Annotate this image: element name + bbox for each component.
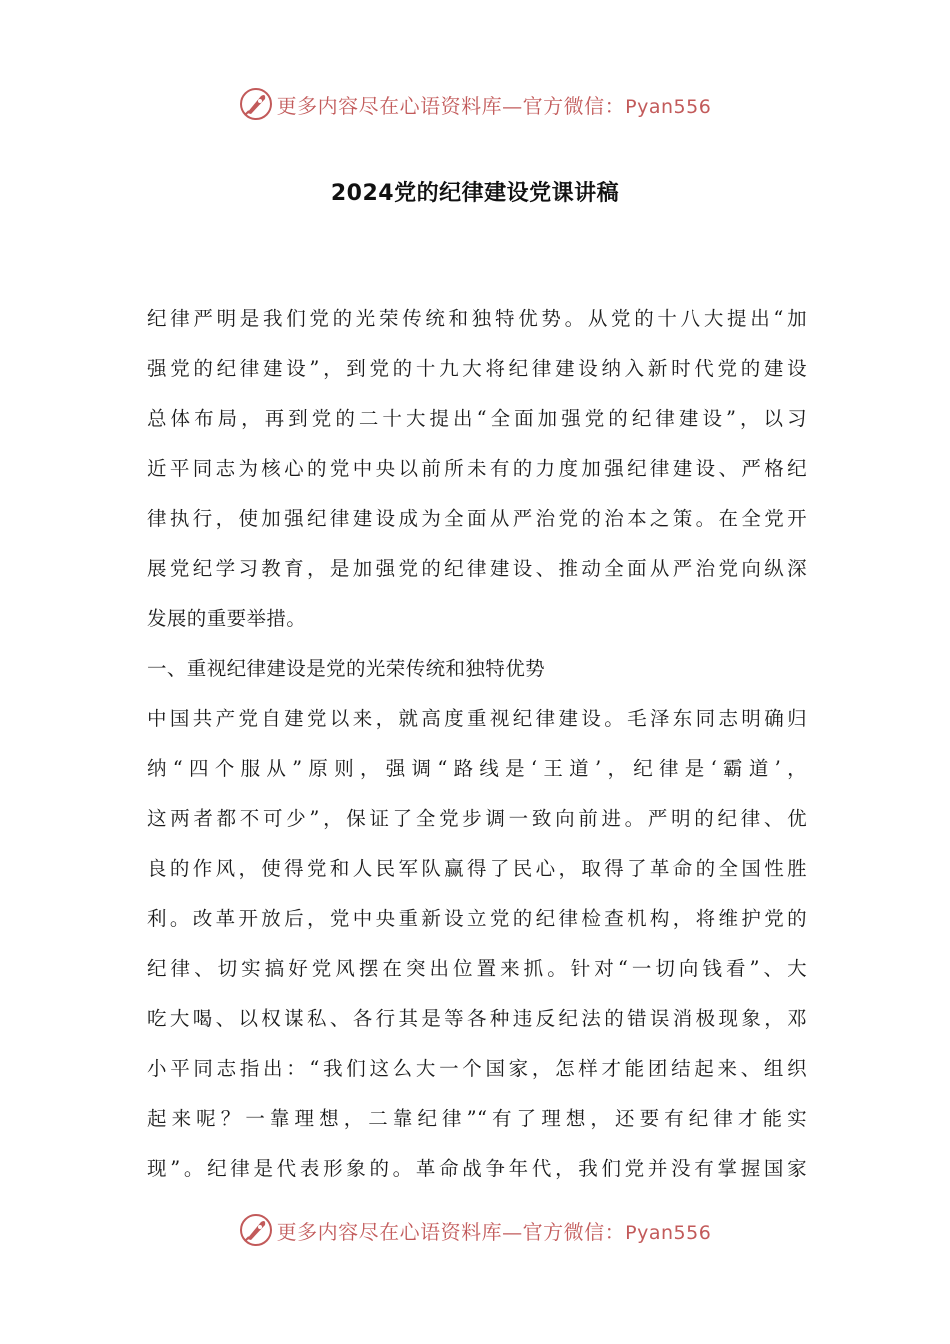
- watermark-wechat-id: Pyan556: [625, 1221, 712, 1244]
- header-watermark: [0, 84, 950, 124]
- text-line: 中国共产党自建党以来，就高度重视纪律建设。毛泽东同志明确归: [147, 707, 807, 730]
- quill-pen-logo-icon: [239, 1213, 273, 1247]
- text-line: 律执行，使加强纪律建设成为全面从严治党的治本之策。在全党开: [147, 507, 807, 530]
- text-line: 这两者都不可少”，保证了全党步调一致向前进。严明的纪律、优: [147, 807, 807, 830]
- section-heading: 一、重视纪律建设是党的光荣传统和独特优势: [147, 657, 546, 680]
- text-line: 现”。纪律是代表形象的。革命战争年代，我们党并没有掌握国家: [147, 1157, 807, 1180]
- document-body: [147, 294, 807, 1194]
- text-line: 小平同志指出：“我们这么大一个国家，怎样才能团结起来、组织: [147, 1057, 807, 1080]
- watermark-wechat-id: Pyan556: [625, 95, 712, 118]
- text-line: 纪律严明是我们党的光荣传统和独特优势。从党的十八大提出“加: [147, 307, 807, 330]
- text-line: 强党的纪律建设”，到党的十九大将纪律建设纳入新时代党的建设: [147, 357, 807, 380]
- text-line: 发展的重要举措。: [147, 607, 307, 630]
- text-line: 吃大喝、以权谋私、各行其是等各种违反纪法的错误消极现象，邓: [147, 1007, 807, 1030]
- watermark-text-cn: 更多内容尽在心语资料库—官方微信：: [276, 93, 626, 118]
- text-line: 利。改革开放后，党中央重新设立党的纪律检查机构，将维护党的: [147, 907, 807, 930]
- text-line: 近平同志为核心的党中央以前所未有的力度加强纪律建设、严格纪: [147, 457, 807, 480]
- text-line: 纳“四个服从”原则，强调“路线是‘王道’，纪律是‘霸道’，: [147, 757, 807, 780]
- text-line: 良的作风，使得党和人民军队赢得了民心，取得了革命的全国性胜: [147, 857, 807, 880]
- text-line: 展党纪学习教育，是加强党的纪律建设、推动全面从严治党向纵深: [147, 557, 807, 580]
- watermark-text: [277, 1216, 712, 1245]
- watermark-text-cn: 更多内容尽在心语资料库—官方微信：: [276, 1219, 626, 1244]
- text-line: 纪律、切实搞好党风摆在突出位置来抓。针对“一切向钱看”、大: [147, 957, 807, 980]
- quill-pen-logo-icon: [239, 87, 273, 121]
- footer-watermark: [0, 1210, 950, 1250]
- text-line: 总体布局，再到党的二十大提出“全面加强党的纪律建设”，以习: [147, 407, 807, 430]
- document-title: 2024党的纪律建设党课讲稿: [330, 181, 620, 206]
- watermark-text: [277, 90, 712, 119]
- text-line: 起来呢？一靠理想，二靠纪律”“有了理想，还要有纪律才能实: [147, 1107, 807, 1130]
